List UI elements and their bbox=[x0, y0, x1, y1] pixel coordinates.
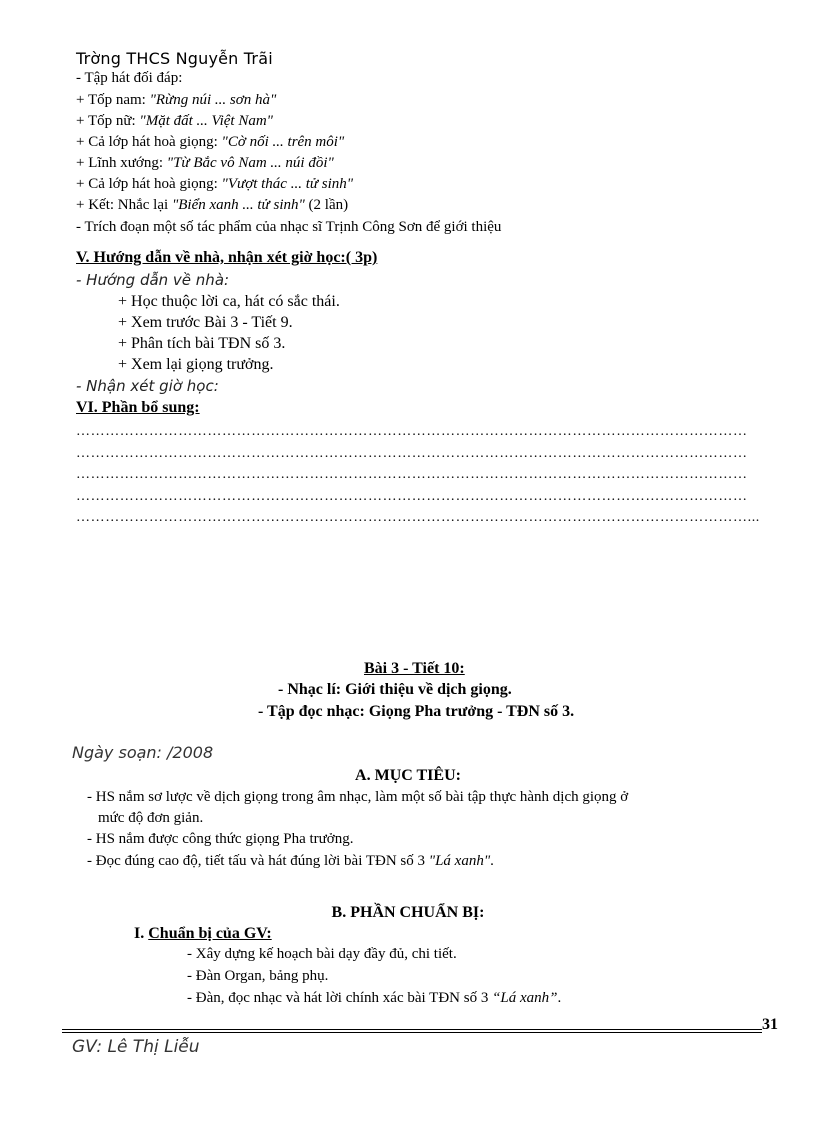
prep-tail: . bbox=[557, 990, 562, 1006]
list-item bbox=[76, 134, 344, 151]
section-a-title: A. MỤC TIÊU: bbox=[355, 767, 461, 784]
item-quote: "Từ Bắc vô Nam ... núi đồi" bbox=[166, 155, 334, 171]
dotted-line: ………………………………………………………………………………………………………………………… bbox=[76, 446, 748, 461]
school-header: Trờng THCS Nguyễn Trãi bbox=[76, 49, 273, 68]
item-label: + Tốp nam: bbox=[76, 92, 150, 108]
item-label: + Cả lớp hát hoà giọng: bbox=[76, 134, 222, 150]
objective-tail: . bbox=[490, 853, 494, 869]
remark-label: - Nhận xét giờ học: bbox=[76, 377, 219, 395]
item-label: + Lĩnh xướng: bbox=[76, 155, 167, 171]
lesson-heading: Bài 3 - Tiết 10: bbox=[364, 660, 465, 677]
list-item bbox=[76, 113, 273, 130]
list-item: + Xem lại giọng trưởng. bbox=[118, 356, 274, 373]
heading-prefix: I. bbox=[134, 925, 149, 942]
objective-item: - HS nắm được công thức giọng Pha trưởng. bbox=[87, 831, 354, 847]
duet-intro: - Tập hát đối đáp: bbox=[76, 70, 183, 86]
item-quote: "Vượt thác ... tử sinh" bbox=[221, 176, 354, 192]
heading-title: Chuẩn bị của GV: bbox=[148, 925, 272, 942]
objective-item bbox=[87, 853, 494, 870]
item-label: + Cả lớp hát hoà giọng: bbox=[76, 176, 222, 192]
section-b-title: B. PHẦN CHUẨN BỊ: bbox=[331, 904, 485, 921]
list-item bbox=[76, 155, 334, 172]
list-item: + Xem trước Bài 3 - Tiết 9. bbox=[118, 314, 293, 331]
list-item: + Phân tích bài TĐN số 3. bbox=[118, 335, 286, 352]
list-item: + Học thuộc lời ca, hát có sắc thái. bbox=[118, 293, 340, 310]
item-label: + Kết: Nhắc lại bbox=[76, 197, 172, 213]
item-quote: "Biển xanh ... tử sinh" bbox=[171, 197, 305, 213]
teacher-name: GV: Lê Thị Liễu bbox=[72, 1037, 200, 1057]
item-quote: "Mặt đất ... Việt Nam" bbox=[139, 113, 273, 129]
section-vi-title: VI. Phần bổ sung: bbox=[76, 399, 200, 416]
list-item bbox=[76, 197, 348, 214]
footer-rule-second bbox=[62, 1032, 762, 1033]
prep-item: - Đàn Organ, bảng phụ. bbox=[187, 968, 329, 984]
lesson-subtitle-sight-reading: - Tập đọc nhạc: Giọng Pha trưởng - TĐN số 3. bbox=[258, 703, 575, 720]
section-v-title: V. Hướng dẫn về nhà, nhận xét giờ học:( 3p) bbox=[76, 249, 378, 266]
footer-rule bbox=[62, 1029, 762, 1030]
dotted-line: …………………………………………………………………………………………………………………………... bbox=[76, 510, 760, 525]
item-label: + Tốp nữ: bbox=[76, 113, 140, 129]
item-tail: (2 lần) bbox=[304, 197, 349, 213]
item-quote: "Cờ nối ... trên môi" bbox=[221, 134, 345, 150]
dotted-line: ………………………………………………………………………………………………………………………… bbox=[76, 467, 748, 482]
home-label: - Hướng dẫn về nhà: bbox=[76, 271, 230, 289]
list-item bbox=[76, 92, 276, 109]
dotted-line: ………………………………………………………………………………………………………………………… bbox=[76, 489, 748, 504]
prep-item bbox=[187, 990, 561, 1007]
song-title: "Lá xanh" bbox=[428, 853, 491, 869]
excerpt-line: - Trích đoạn một số tác phẩm của nhạc sĩ Trịnh Công Sơn để giới thiệu bbox=[76, 219, 502, 235]
dotted-line: ………………………………………………………………………………………………………………………… bbox=[76, 424, 748, 439]
teacher-prep-heading bbox=[134, 925, 272, 943]
song-title: “Lá xanh” bbox=[492, 990, 558, 1006]
prep-item: - Xây dựng kế hoạch bài dạy đầy đủ, chi tiết. bbox=[187, 946, 457, 962]
objective-text: - Đọc đúng cao độ, tiết tấu và hát đúng lời bài TĐN số 3 bbox=[87, 853, 429, 869]
prep-date: Ngày soạn: /2008 bbox=[72, 743, 214, 762]
page-number: 31 bbox=[762, 1016, 778, 1033]
lesson-subtitle-theory: - Nhạc lí: Giới thiệu về dịch giọng. bbox=[278, 681, 512, 698]
item-quote: "Rừng núi ... sơn hà" bbox=[149, 92, 277, 108]
prep-text: - Đàn, đọc nhạc và hát lời chính xác bài TĐN số 3 bbox=[187, 990, 493, 1006]
objective-item: - HS nắm sơ lược về dịch giọng trong âm nhạc, làm một số bài tập thực hành dịch giọng ở bbox=[87, 789, 629, 805]
objective-item-cont: mức độ đơn giản. bbox=[98, 810, 204, 826]
list-item bbox=[76, 176, 353, 193]
